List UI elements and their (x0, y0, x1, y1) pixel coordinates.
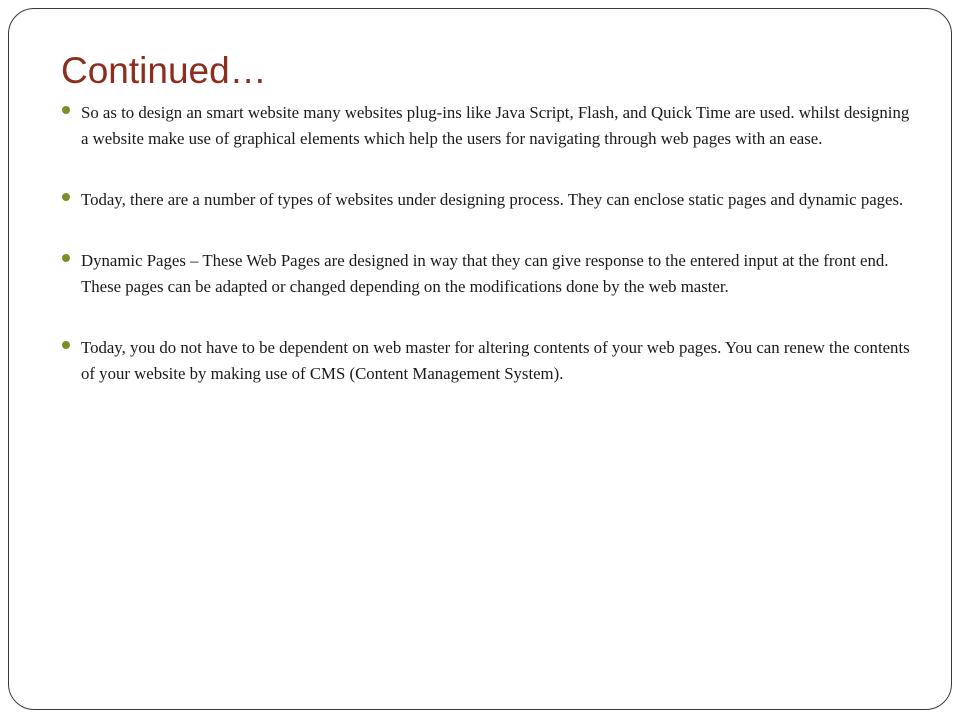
bullet-dot-icon (62, 341, 70, 349)
bullet-dot-icon (62, 193, 70, 201)
bullet-text: Dynamic Pages – These Web Pages are designed in way that they can give response to the entered input at the front end. These pages can be adapted or changed depending on the modifications done by the web master. (81, 251, 889, 296)
bullet-dot-icon (62, 106, 70, 114)
bullet-item (62, 248, 920, 300)
slide-frame (8, 8, 952, 710)
bullet-text: So as to design an smart website many websites plug-ins like Java Script, Flash, and Quick Time are used. whilst designing a website make use of graphical elements which help the users for navigating through web pages with an ease. (81, 103, 910, 148)
bullet-dot-icon (62, 254, 70, 262)
bullet-item (62, 100, 920, 152)
bullet-item (62, 335, 920, 387)
slide-title: Continued… (61, 50, 267, 91)
bullet-text: Today, you do not have to be dependent on web master for altering contents of your web pages. You can renew the contents of your website by making use of CMS (Content Management System). (81, 338, 910, 383)
bullet-item (62, 187, 920, 213)
bullet-list (62, 100, 920, 387)
bullet-text: Today, there are a number of types of websites under designing process. They can enclose static pages and dynamic pages. (81, 190, 904, 209)
